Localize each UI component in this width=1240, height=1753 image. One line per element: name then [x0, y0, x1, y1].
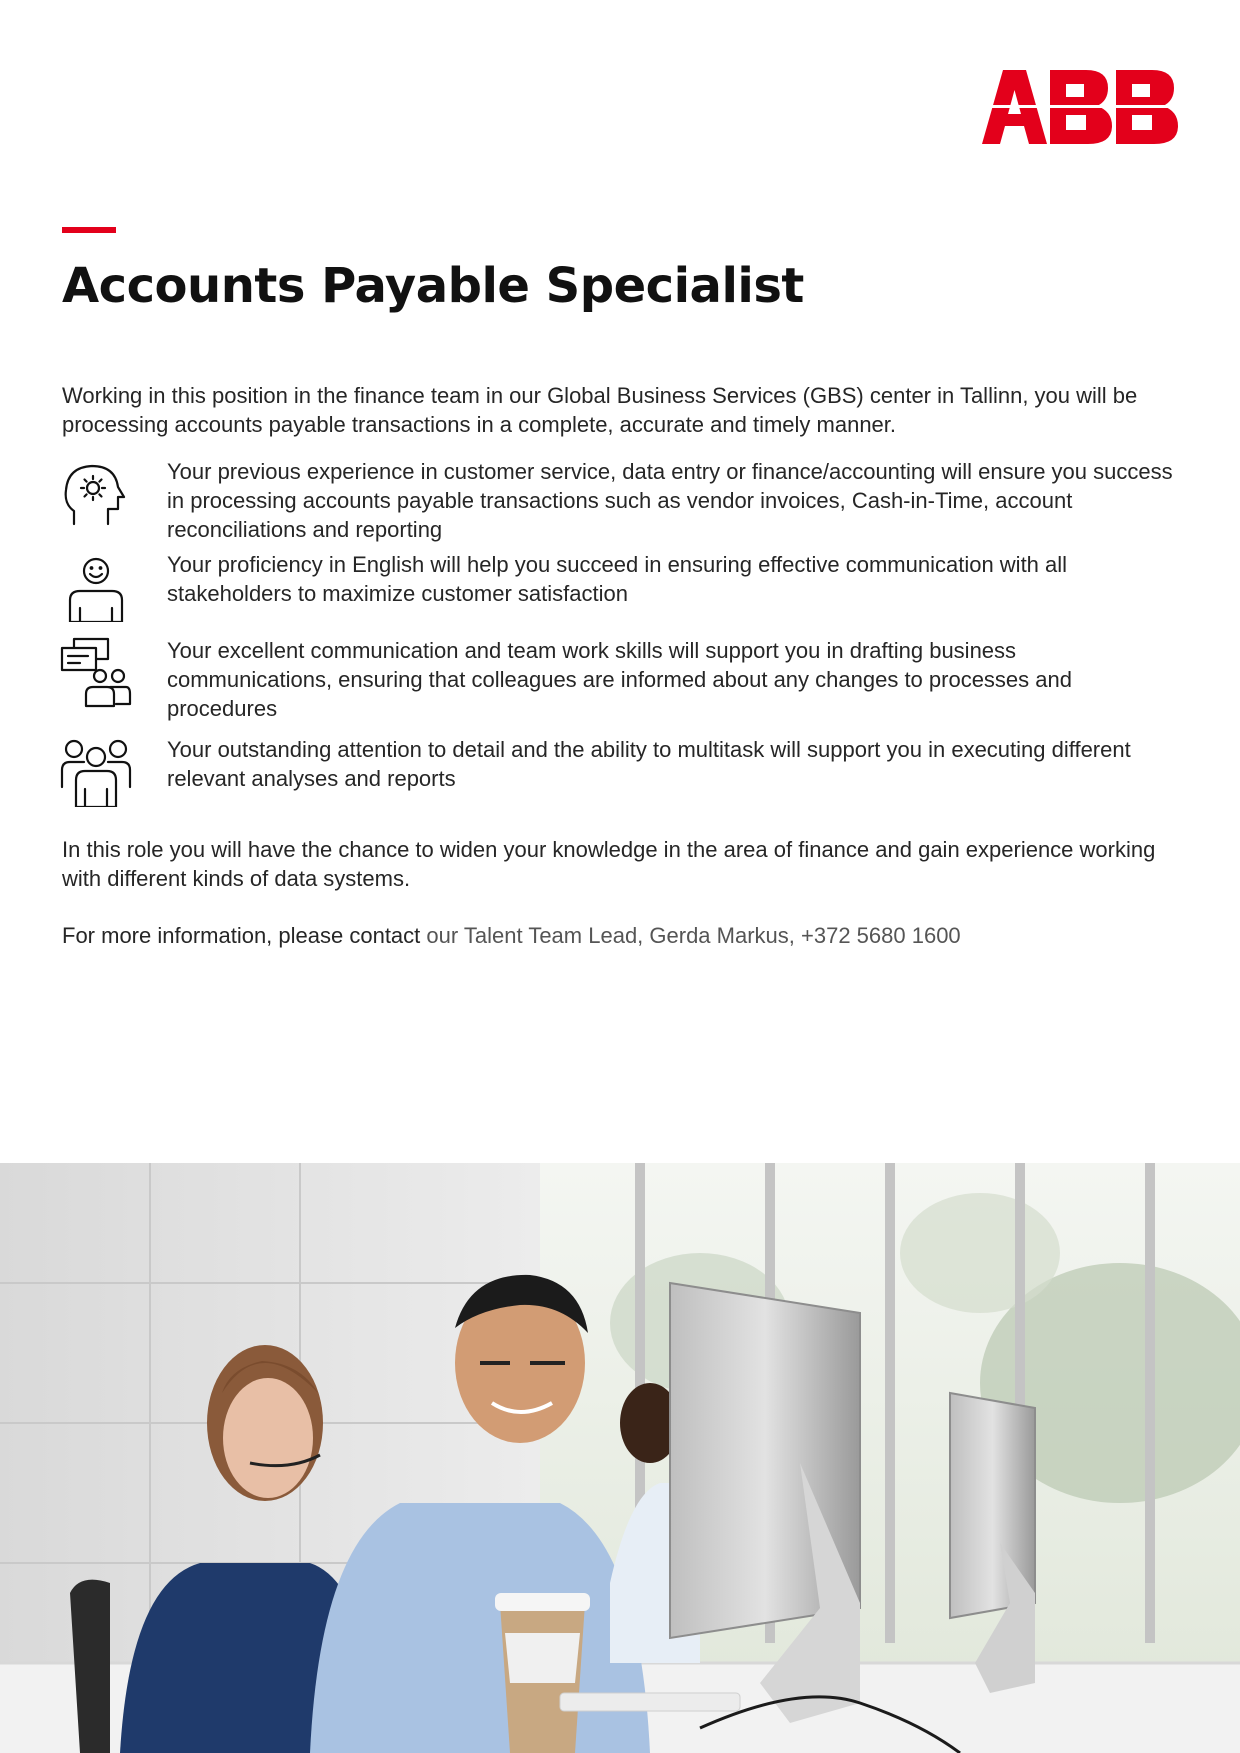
- contact-details: our Talent Team Lead, Gerda Markus, +372 5680 1600: [426, 923, 961, 948]
- accent-bar: [62, 227, 116, 233]
- team-chat-icon: [60, 636, 132, 708]
- bullet-text: Your previous experience in customer service, data entry or finance/accounting will ensure you success in processing accounts payable transactions such as vendor invoices, Cash-in-Time, account reconciliations and reporting: [167, 459, 1173, 542]
- head-gear-icon: [60, 457, 132, 529]
- page-title: Accounts Payable Specialist: [62, 258, 804, 314]
- outro-paragraph: In this role you will have the chance to widen your knowledge in the area of finance and gain experience working with different kinds of data systems.: [62, 837, 1156, 891]
- bullet-text: Your outstanding attention to detail and the ability to multitask will support you in executing different relevant analyses and reports: [167, 737, 1131, 791]
- contact-line: [62, 921, 1182, 950]
- smiling-person-icon: [60, 550, 132, 622]
- intro-paragraph: Working in this position in the finance team in our Global Business Services (GBS) center in Tallinn, you will be processing accounts payable transactions in a complete, accurate and timely manner.: [62, 383, 1138, 437]
- group-icon: [60, 735, 132, 807]
- bullet-text: Your proficiency in English will help you succeed in ensuring effective communication with all stakeholders to maximize customer satisfaction: [167, 552, 1068, 606]
- abb-logo: [982, 70, 1178, 144]
- contact-lead: For more information, please contact: [62, 923, 427, 948]
- office-team-photo: [0, 1163, 1240, 1753]
- bullet-text: Your excellent communication and team work skills will support you in drafting business communications, ensuring that colleagues are informed about any changes to processes and procedures: [167, 638, 1072, 721]
